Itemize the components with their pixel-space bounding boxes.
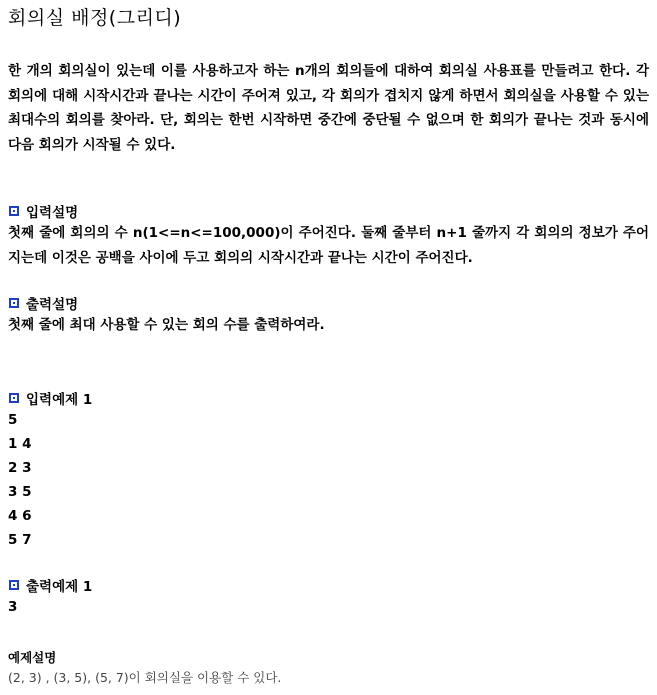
output-example-header <box>8 575 649 595</box>
input-example-line: 5 <box>8 412 18 428</box>
input-example-section <box>8 388 649 552</box>
square-bullet-icon <box>9 580 19 590</box>
output-example-section <box>8 575 649 619</box>
input-description-section <box>8 201 649 270</box>
input-example-header-label: 입력예제 1 <box>26 392 93 408</box>
input-example-lines <box>8 408 649 552</box>
example-explanation-title: 예제설명 <box>8 650 57 665</box>
problem-description: 한 개의 회의실이 있는데 이를 사용하고자 하는 n개의 회의들에 대하여 회의실 사용표를 만들려고 한다. 각 회의에 대해 시작시간과 끝나는 시간이 주어져 있고, 각 회의가 겹치지 않게 하면서 회의실을 사용할 수 있는 최대수의 회의를 찾아라. 단, 회의는 한번 시작하면 중간에 중단될 수 없으며 한 회의가 끝나는 것과 동시에 다음 회의가 시작될 수 있다. <box>8 63 649 153</box>
input-example-line: 2 3 <box>8 460 32 476</box>
input-example-line: 1 4 <box>8 436 32 452</box>
output-description-section <box>8 293 649 338</box>
output-description-header <box>8 293 649 313</box>
output-example-header-label: 출력예제 1 <box>26 579 93 595</box>
input-example-line: 4 6 <box>8 508 32 524</box>
square-bullet-icon <box>9 206 19 216</box>
output-description-header-label: 출력설명 <box>26 297 79 313</box>
input-description-body: 첫째 줄에 회의의 수 n(1<=n<=100,000)이 주어진다. 둘째 줄부터 n+1 줄까지 각 회의의 정보가 주어지는데 이것은 공백을 사이에 두고 회의의 시작시간과 끝나는 시간이 주어진다. <box>8 225 649 266</box>
output-example-lines <box>8 595 649 619</box>
output-example-line: 3 <box>8 599 18 615</box>
input-description-header-label: 입력설명 <box>26 205 79 221</box>
output-description-body: 첫째 줄에 최대 사용할 수 있는 회의 수를 출력하여라. <box>8 317 325 333</box>
example-explanation-body: (2, 3) , (3, 5), (5, 7)이 회의실을 이용할 수 있다. <box>8 670 282 685</box>
input-example-line: 3 5 <box>8 484 32 500</box>
input-example-header <box>8 388 649 408</box>
problem-title: 회의실 배정(그리디) <box>8 7 182 29</box>
square-bullet-icon <box>9 393 19 403</box>
input-description-header <box>8 201 649 221</box>
input-example-line: 5 7 <box>8 532 32 548</box>
square-bullet-icon <box>9 298 19 308</box>
